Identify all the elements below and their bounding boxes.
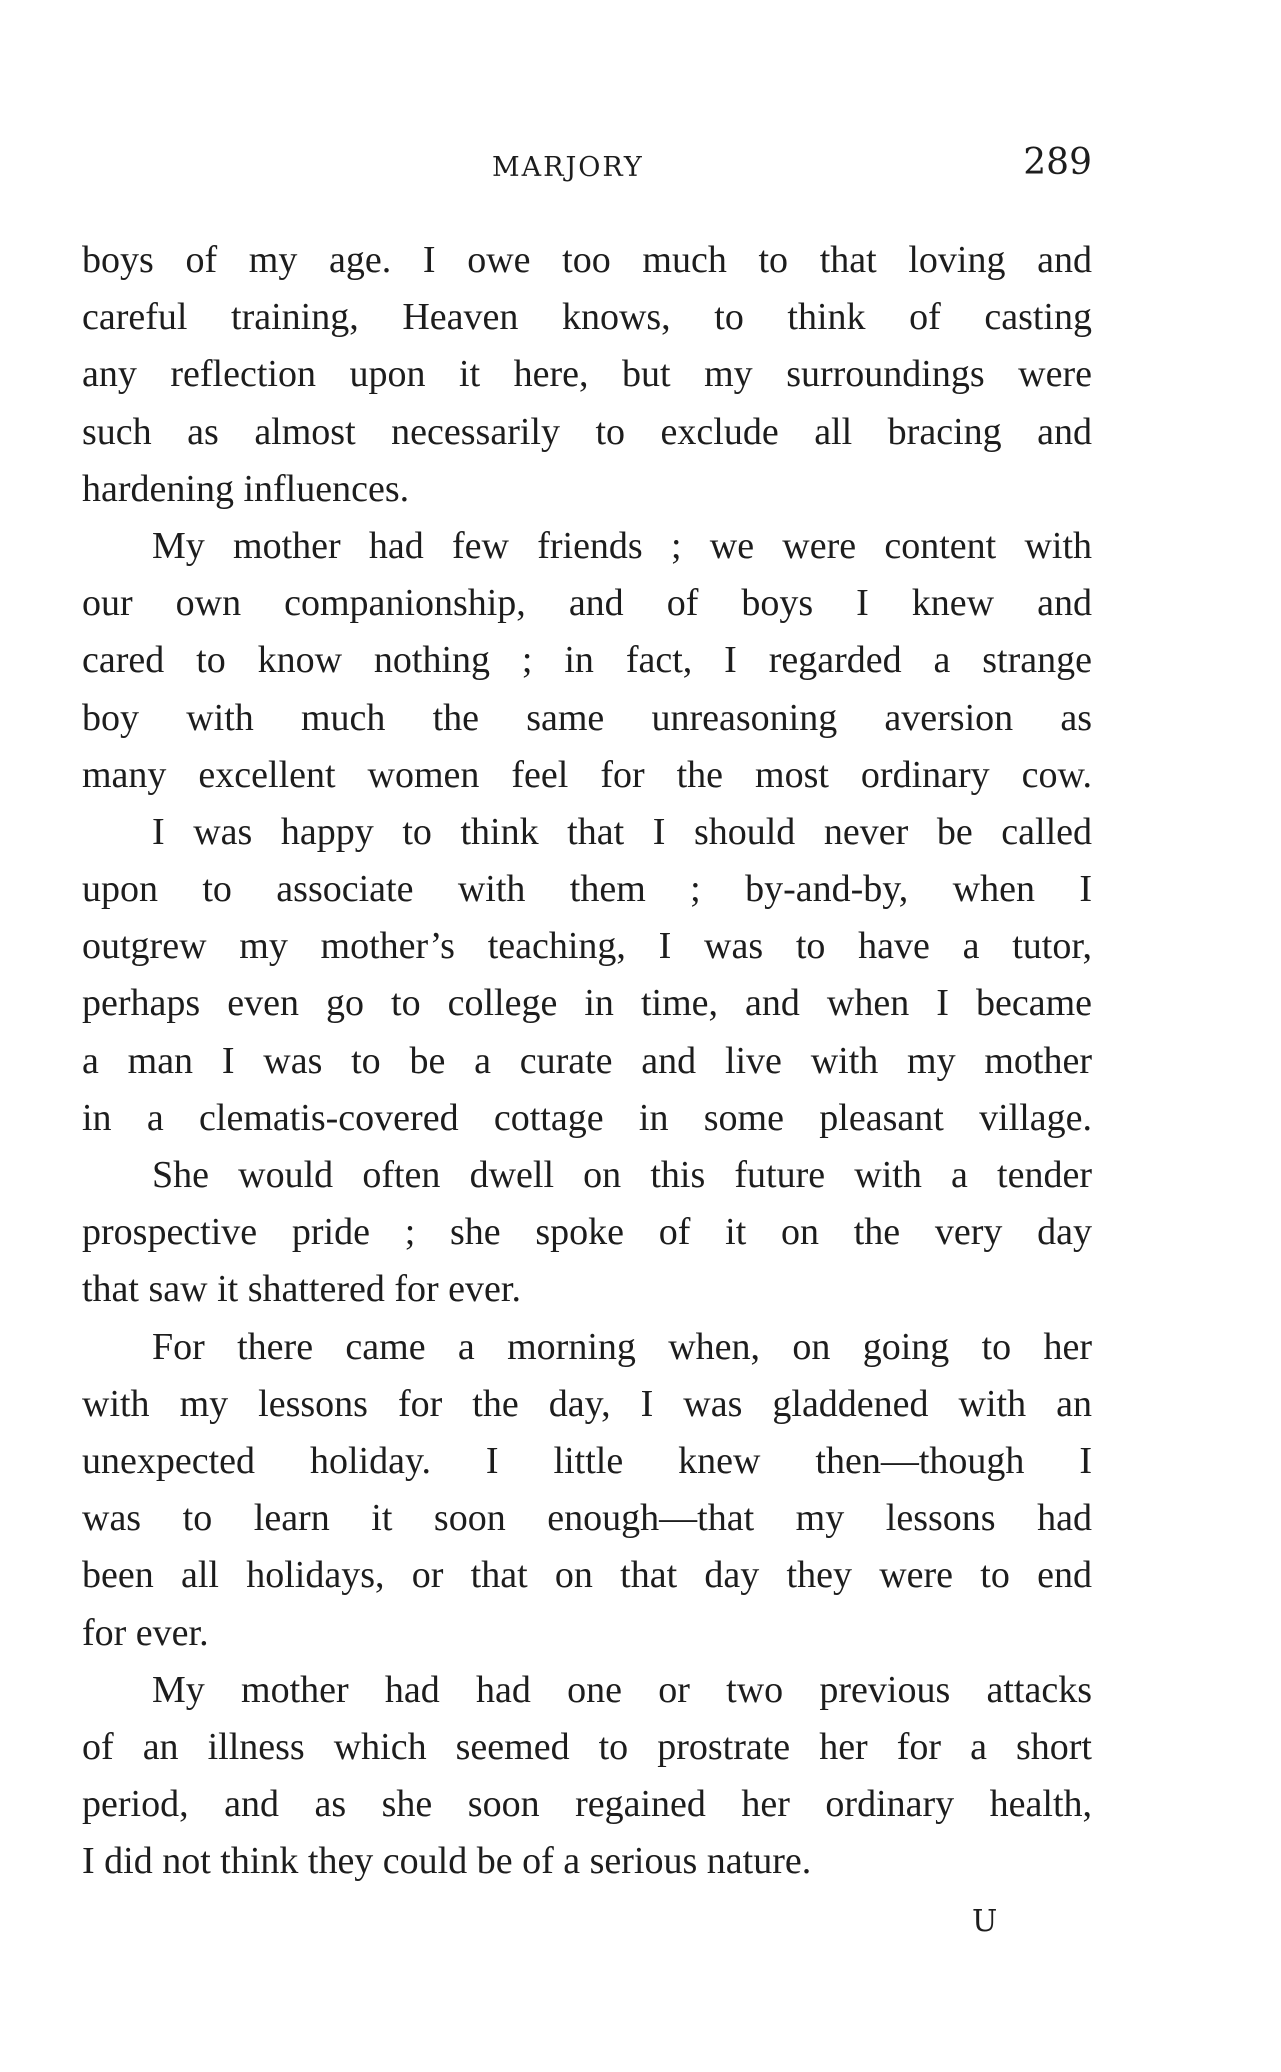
page-number: 289	[1023, 142, 1092, 183]
text-line: was to learn it soon enough—that my lessons had	[82, 1497, 1092, 1540]
text-line: She would often dwell on this future with a tender	[152, 1154, 1092, 1196]
text-line: outgrew my mother’s teaching, I was to have a tutor,	[82, 925, 1092, 968]
text-line: My mother had had one or two previous attacks	[152, 1668, 1092, 1711]
text-line: cared to know nothing ; in fact, I regarded a strange	[82, 639, 1092, 682]
text-line: any reflection upon it here, but my surroundings were	[82, 353, 1092, 396]
text-line: that saw it shattered for ever.	[82, 1268, 521, 1311]
text-line: for ever.	[82, 1611, 209, 1654]
text-line: period, and as she soon regained her ordinary health,	[82, 1783, 1092, 1826]
text-line: perhaps even go to college in time, and when I became	[82, 982, 1092, 1025]
text-line: in a clematis-covered cottage in some pleasant village.	[82, 1096, 1092, 1139]
text-line: hardening influences.	[82, 467, 410, 510]
text-line: of an illness which seemed to prostrate her for a short	[82, 1725, 1092, 1768]
text-line: been all holidays, or that on that day they were to end	[82, 1554, 1092, 1597]
text-line: boys of my age. I owe too much to that loving and	[82, 239, 1092, 281]
text-line: For there came a morning when, on going to her	[152, 1325, 1092, 1368]
text-line: My mother had few friends ; we were content with	[152, 524, 1092, 567]
signature-mark: U	[972, 1904, 998, 1939]
text-line: I was happy to think that I should never be called	[152, 810, 1092, 853]
text-line: careful training, Heaven knows, to think of casting	[82, 296, 1092, 339]
text-line: many excellent women feel for the most ordinary cow.	[82, 753, 1092, 796]
text-line: with my lessons for the day, I was gladdened with an	[82, 1382, 1092, 1425]
text-line: such as almost necessarily to exclude all bracing and	[82, 410, 1092, 453]
text-line: boy with much the same unreasoning aversion as	[82, 696, 1092, 739]
text-line: I did not think they could be of a serious nature.	[82, 1840, 812, 1883]
text-line: upon to associate with them ; by-and-by, when I	[82, 868, 1092, 911]
running-title: MARJORY	[492, 152, 644, 183]
text-line: unexpected holiday. I little knew then—though I	[82, 1439, 1092, 1482]
body-text	[82, 232, 1092, 1890]
text-line: a man I was to be a curate and live with my mother	[82, 1039, 1092, 1082]
text-line: prospective pride ; she spoke of it on the very day	[82, 1211, 1092, 1254]
running-head	[82, 142, 1092, 194]
text-line: our own companionship, and of boys I knew and	[82, 582, 1092, 625]
